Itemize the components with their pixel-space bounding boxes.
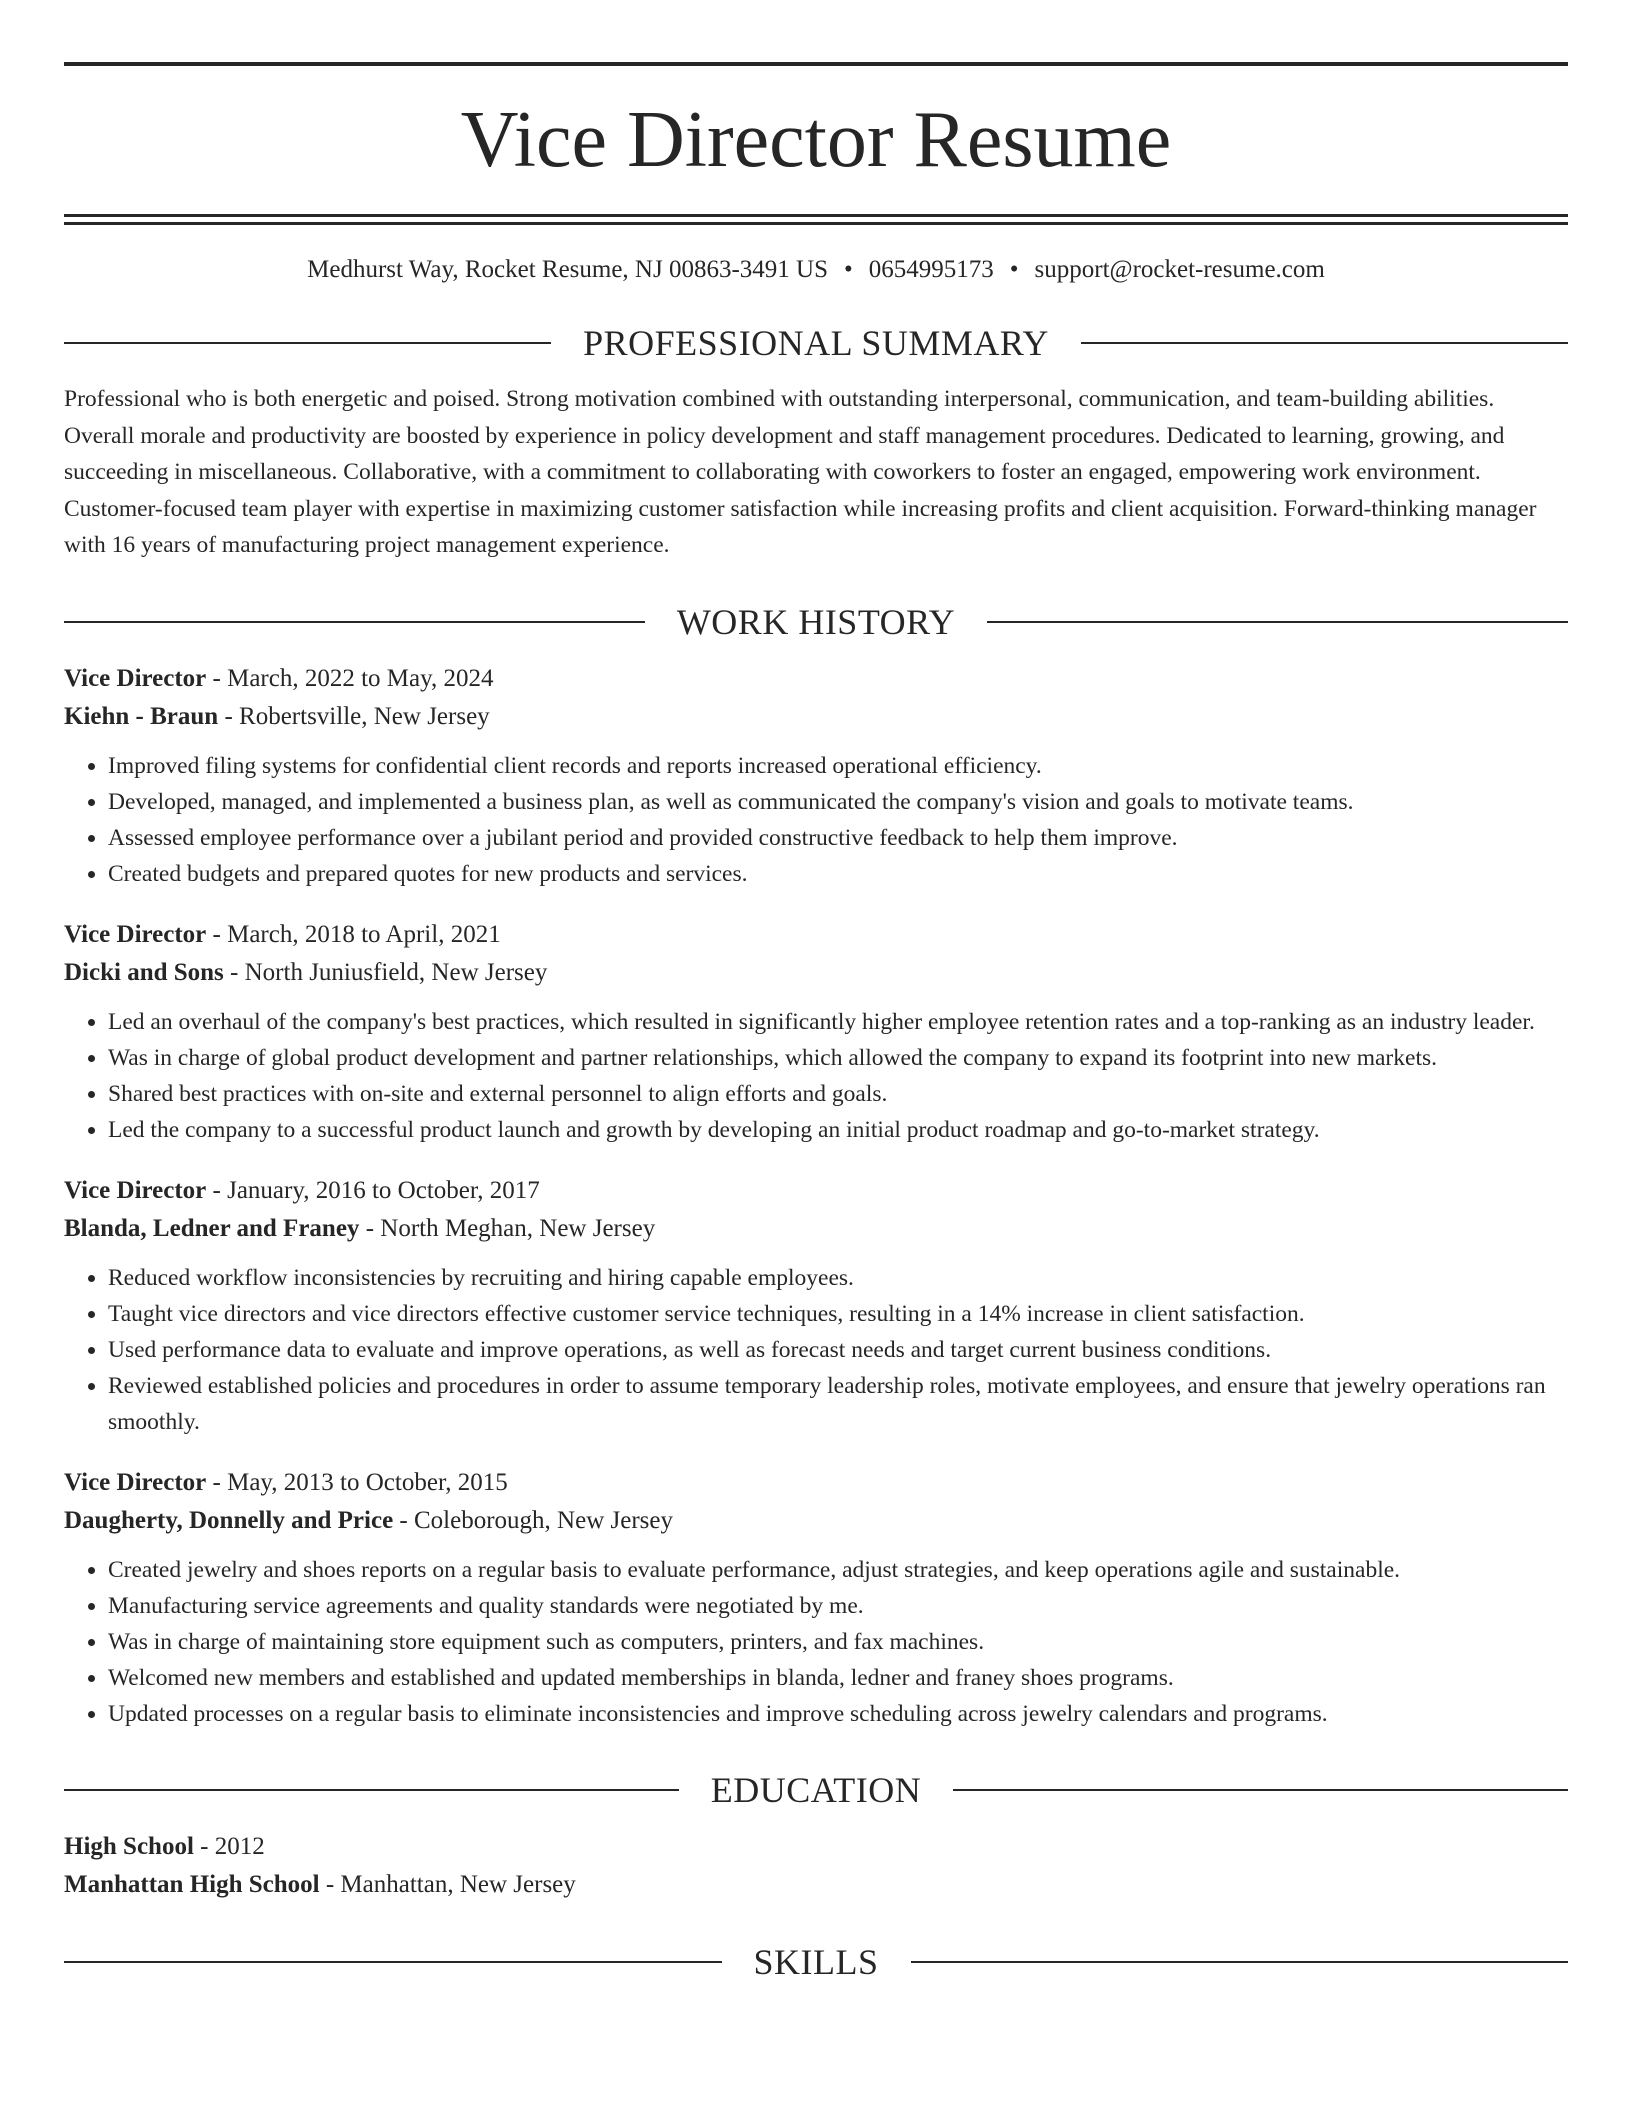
education-location: - Manhattan, New Jersey (319, 1870, 576, 1898)
job-title: Vice Director (64, 1176, 207, 1204)
section-header-skills (64, 1942, 1568, 1982)
list-item: • Manufacturing service agreements and quality standards were negotiated by me. (108, 1588, 1568, 1624)
section-header-work (64, 602, 1568, 642)
job-location: - North Juniusfield, New Jersey (223, 958, 548, 986)
contact-phone: 0654995173 (868, 256, 994, 283)
divider (1081, 342, 1568, 344)
summary-text: Professional who is both energetic and poised. Strong motivation combined with outstanding interpersonal, communication, and team-building abilities. Overall morale and productivity are boosted by experience in policy development and staff management procedures. Dedicated to learning, growing, and succeeding in miscellaneous. Collaborative, with a commitment to collaborating with coworkers to foster an engaged, empowering work environment. Customer-focused team player with expertise in maximizing customer satisfaction while increasing profits and client acquisition. Forward-thinking manager with 16 years of manufacturing project management experience. (64, 386, 1537, 558)
list-item: • Led the company to a successful product launch and growth by developing an initial product roadmap and go-to-market strategy. (108, 1112, 1568, 1148)
education-school: Manhattan High School (64, 1870, 320, 1898)
job-bullets (64, 1004, 1568, 1148)
job-dates: - March, 2022 to May, 2024 (206, 664, 494, 692)
contact-line (64, 255, 1568, 285)
job-company-line (64, 954, 1568, 992)
divider (987, 621, 1568, 623)
section-header-summary (64, 323, 1568, 363)
section-title: SKILLS (753, 1941, 879, 1982)
education-degree-line (64, 1828, 1568, 1866)
job-title: Vice Director (64, 664, 207, 692)
contact-email: support@rocket-resume.com (1034, 256, 1325, 283)
section-title: PROFESSIONAL SUMMARY (583, 323, 1049, 363)
list-item: • Welcomed new members and established and updated memberships in blanda, ledner and franey shoes programs. (108, 1660, 1568, 1696)
list-item: • Assessed employee performance over a jubilant period and provided constructive feedback to help them improve. (108, 820, 1568, 856)
list-item: • Was in charge of maintaining store equipment such as computers, printers, and fax machines. (108, 1624, 1568, 1660)
list-item: • Reduced workflow inconsistencies by recruiting and hiring capable employees. (108, 1260, 1568, 1296)
section-header-education (64, 1770, 1568, 1810)
job-title: Vice Director (64, 920, 207, 948)
divider (64, 1961, 722, 1963)
list-item: • Led an overhaul of the company's best practices, which resulted in significantly higher employee retention rates and a top-ranking as an industry leader. (108, 1004, 1568, 1040)
job-title-line (64, 916, 1568, 954)
job-title-line (64, 660, 1568, 698)
section-title: EDUCATION (710, 1769, 922, 1810)
divider (953, 1789, 1568, 1791)
divider (64, 621, 645, 623)
resume-page (64, 0, 1568, 1982)
job-company-line (64, 1210, 1568, 1248)
contact-address: Medhurst Way, Rocket Resume, NJ 00863-3491 US (307, 256, 829, 283)
job-entry (64, 660, 1568, 892)
job-title-line (64, 1464, 1568, 1502)
section-title: WORK HISTORY (676, 601, 956, 642)
job-bullets (64, 1260, 1568, 1440)
contact-separator: • (844, 256, 853, 283)
education-year: - 2012 (193, 1832, 265, 1860)
list-item: • Reviewed established policies and procedures in order to assume temporary leadership roles, motivate employees, and ensure that jewelry operations ran smoothly. (108, 1368, 1568, 1440)
job-title-line (64, 1172, 1568, 1210)
job-company-line (64, 1502, 1568, 1540)
job-company: Daugherty, Donnelly and Price (64, 1506, 394, 1534)
job-entry (64, 1464, 1568, 1732)
job-location: - North Meghan, New Jersey (359, 1214, 656, 1242)
divider (911, 1961, 1569, 1963)
job-dates: - March, 2018 to April, 2021 (206, 920, 501, 948)
education-degree: High School (64, 1832, 194, 1860)
job-location: - Robertsville, New Jersey (218, 702, 490, 730)
list-item: • Was in charge of global product development and partner relationships, which allowed the company to expand its footprint into new markets. (108, 1040, 1568, 1076)
job-company-line (64, 698, 1568, 736)
job-bullets (64, 1552, 1568, 1732)
job-entry (64, 916, 1568, 1148)
job-company: Kiehn - Braun (64, 702, 219, 730)
resume-title: Vice Director Resume (460, 96, 1172, 184)
title-double-rule (64, 214, 1568, 217)
job-entry (64, 1172, 1568, 1440)
job-location: - Coleborough, New Jersey (393, 1506, 673, 1534)
list-item: • Updated processes on a regular basis to eliminate inconsistencies and improve scheduling across jewelry calendars and programs. (108, 1696, 1568, 1732)
job-dates: - May, 2013 to October, 2015 (206, 1468, 508, 1496)
top-rule (64, 62, 1568, 66)
divider (64, 342, 551, 344)
list-item: • Developed, managed, and implemented a business plan, as well as communicated the company's vision and goals to motivate teams. (108, 784, 1568, 820)
list-item: • Improved filing systems for confidential client records and reports increased operational efficiency. (108, 748, 1568, 784)
job-title: Vice Director (64, 1468, 207, 1496)
job-company: Dicki and Sons (64, 958, 224, 986)
education-school-line (64, 1866, 1568, 1904)
list-item: • Created budgets and prepared quotes for new products and services. (108, 856, 1568, 892)
list-item: • Shared best practices with on-site and external personnel to align efforts and goals. (108, 1076, 1568, 1112)
job-dates: - January, 2016 to October, 2017 (206, 1176, 540, 1204)
divider (64, 1789, 679, 1791)
job-bullets (64, 748, 1568, 892)
list-item: • Taught vice directors and vice directors effective customer service techniques, resulting in a 14% increase in client satisfaction. (108, 1296, 1568, 1332)
list-item: • Created jewelry and shoes reports on a regular basis to evaluate performance, adjust strategies, and keep operations agile and sustainable. (108, 1552, 1568, 1588)
job-company: Blanda, Ledner and Franey (64, 1214, 360, 1242)
contact-separator: • (1009, 256, 1019, 283)
list-item: • Used performance data to evaluate and improve operations, as well as forecast needs and target current business conditions. (108, 1332, 1568, 1368)
